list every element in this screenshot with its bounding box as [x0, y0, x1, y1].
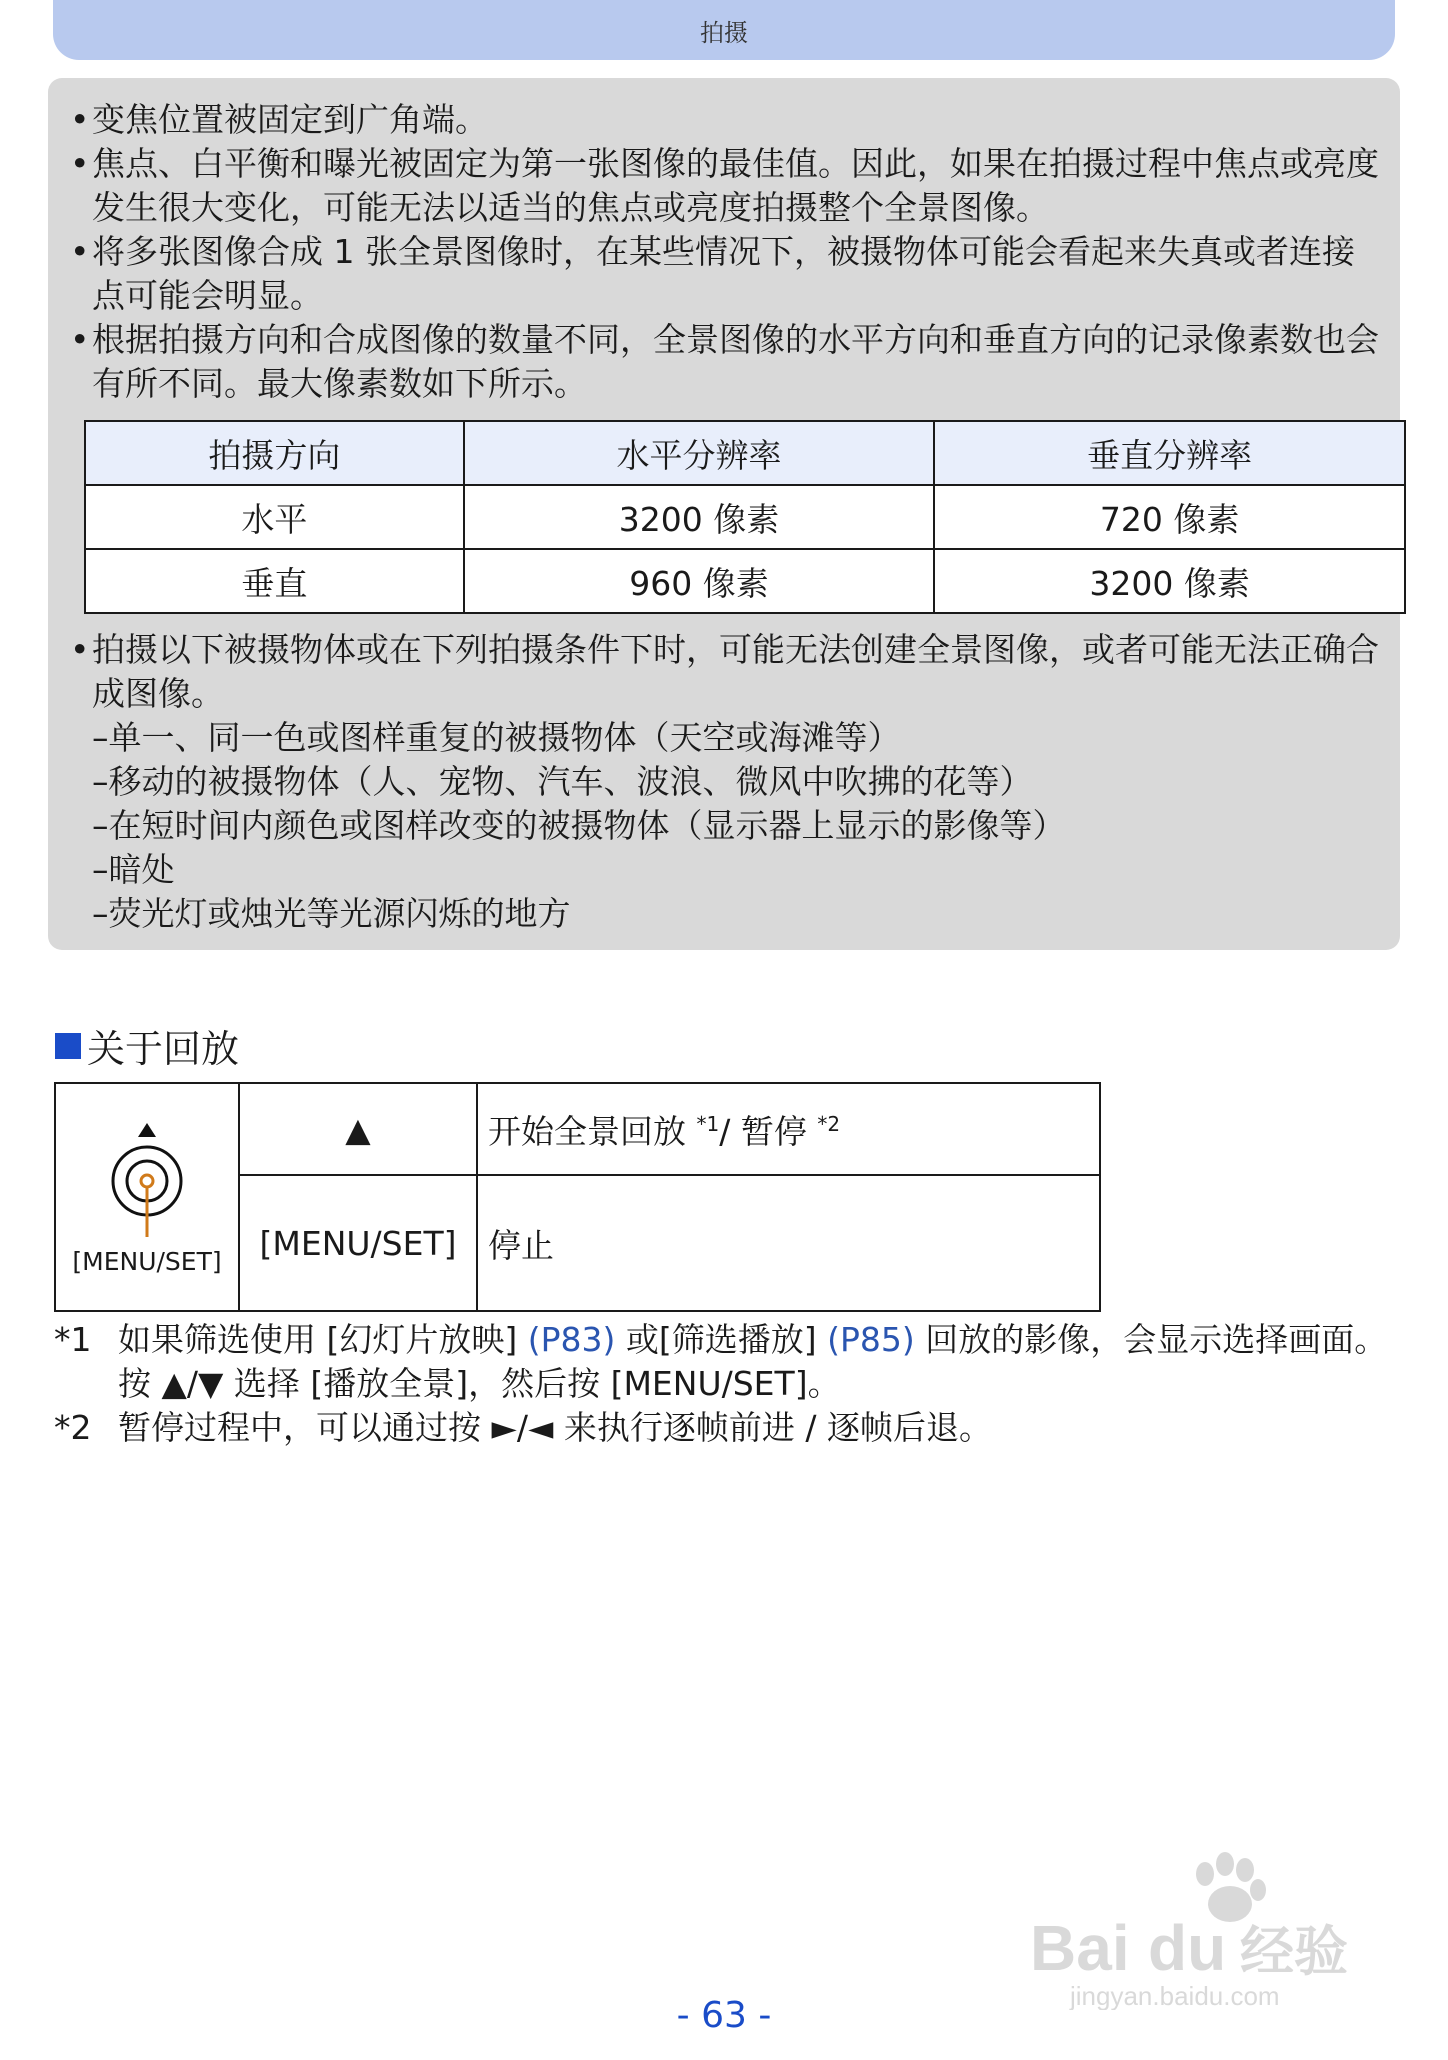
notes-content — [70, 98, 1380, 936]
square-bullet-icon — [55, 1033, 81, 1059]
footnote-text: 回放的影像，会显示选择画面。按 ▲/▼ 选择 [播放全景]，然后按 [MENU/SET]。 — [118, 1320, 1388, 1403]
table-cell: 960 像素 — [464, 549, 935, 613]
note-bullet: • 拍摄以下被摄物体或在下列拍摄条件下时，可能无法创建全景图像，或者可能无法正确合成图像。 — [70, 628, 1380, 716]
footnote-text: 暂停过程中，可以通过按 ►/◄ 来执行逐帧前进 / 逐帧后退。 — [118, 1408, 992, 1447]
footnote-mark: *1 — [54, 1320, 92, 1359]
table-header-cell: 垂直分辨率 — [934, 421, 1405, 485]
page-link[interactable]: (P83) — [527, 1320, 616, 1359]
watermark-text: Bai — [1030, 1912, 1130, 1984]
action-description: 停止 — [477, 1175, 1100, 1311]
condition-item: –在短时间内颜色或图样改变的被摄物体（显示器上显示的影像等） — [92, 806, 1066, 845]
table-header-row — [85, 421, 1405, 485]
key-cell: [MENU/SET] — [239, 1175, 477, 1311]
notes-box — [48, 78, 1400, 950]
condition-item: –移动的被摄物体（人、宠物、汽车、波浪、微风中吹拂的花等） — [92, 762, 1033, 801]
footnote-ref: *1 — [696, 1111, 720, 1136]
section-header-tab — [53, 0, 1395, 60]
control-dial-cell — [55, 1083, 239, 1311]
action-description — [477, 1083, 1100, 1175]
note-bullet: • 变焦位置被固定到广角端。 — [70, 98, 1380, 142]
note-bullet: • 焦点、白平衡和曝光被固定为第一张图像的最佳值。因此，如果在拍摄过程中焦点或亮度发生很大变化，可能无法以适当的焦点或亮度拍摄整个全景图像。 — [70, 142, 1380, 230]
condition-item: –暗处 — [92, 850, 175, 889]
key-cell: ▲ — [239, 1083, 477, 1175]
table-cell: 水平 — [85, 485, 464, 549]
playback-controls-table — [54, 1082, 1101, 1312]
action-text: / 暂停 — [719, 1111, 807, 1151]
baidu-watermark-logo — [1030, 1840, 1390, 2010]
watermark-text: 经验 — [1240, 1920, 1348, 1983]
action-text: 开始全景回放 — [488, 1111, 686, 1151]
table-cell: 3200 像素 — [464, 485, 935, 549]
footnote-ref: *2 — [817, 1111, 841, 1136]
playback-section-title-text: 关于回放 — [87, 1027, 240, 1071]
menu-set-label: [MENU/SET] — [72, 1246, 222, 1276]
note-bullet: • 将多张图像合成 1 张全景图像时，在某些情况下，被摄物体可能会看起来失真或者连接点可能会明显。 — [70, 230, 1380, 318]
watermark-text: du — [1148, 1912, 1227, 1984]
footnote — [54, 1406, 1404, 1450]
resolution-table — [84, 420, 1406, 614]
condition-list — [70, 716, 1380, 936]
condition-item: –荧光灯或烛光等光源闪烁的地方 — [92, 894, 571, 933]
table-row — [85, 549, 1405, 613]
table-cell: 720 像素 — [934, 485, 1405, 549]
condition-item: –单一、同一色或图样重复的被摄物体（天空或海滩等） — [92, 718, 901, 757]
footnote — [54, 1318, 1404, 1406]
section-header-title: 拍摄 — [700, 18, 748, 47]
table-header-cell: 拍摄方向 — [85, 421, 464, 485]
page-number: - 63 - — [676, 1995, 772, 2036]
playback-section-title — [55, 1018, 239, 1073]
table-row — [85, 485, 1405, 549]
footnote-text: 或[筛选播放] — [615, 1320, 828, 1359]
table-cell: 3200 像素 — [934, 549, 1405, 613]
table-row — [55, 1083, 1100, 1175]
table-header-cell: 水平分辨率 — [464, 421, 935, 485]
page-link[interactable]: (P85) — [827, 1320, 915, 1359]
watermark-url: jingyan.baidu.com — [1070, 1981, 1280, 2010]
note-bullet: • 根据拍摄方向和合成图像的数量不同，全景图像的水平方向和垂直方向的记录像素数也会有所不同。最大像素数如下所示。 — [70, 318, 1380, 406]
footnote-mark: *2 — [54, 1408, 92, 1447]
control-dial-icon — [92, 1119, 202, 1239]
footnote-text: 如果筛选使用 [幻灯片放映] — [118, 1320, 528, 1359]
footnotes — [54, 1318, 1404, 1450]
table-cell: 垂直 — [85, 549, 464, 613]
